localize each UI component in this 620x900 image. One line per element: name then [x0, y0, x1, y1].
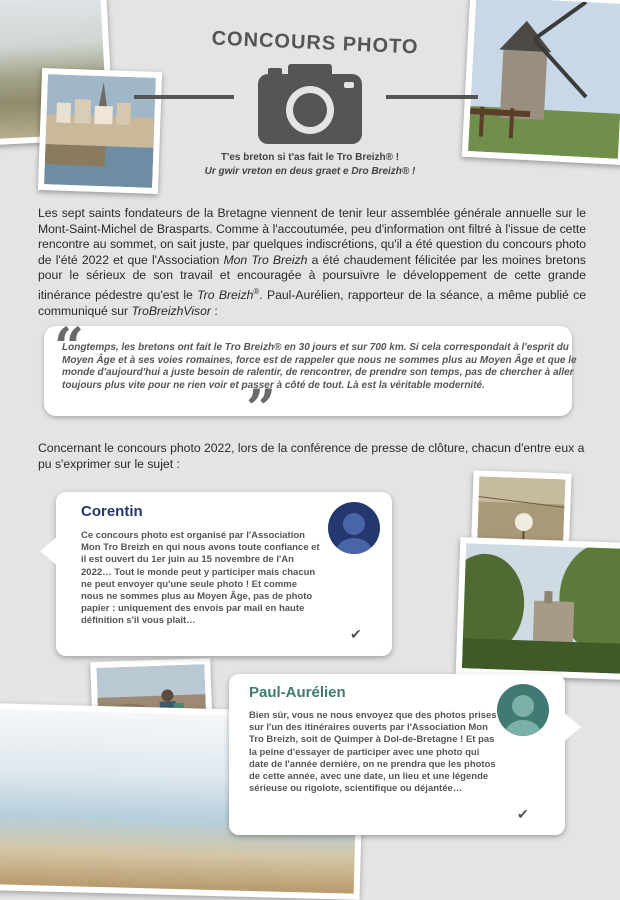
- card-name-paul-aurelien: Paul-Aurélien: [249, 684, 346, 701]
- intro-text-4: :: [210, 303, 218, 318]
- windmill-image: [468, 0, 620, 159]
- card-pointer-right: [563, 712, 581, 742]
- testimonial-card-corentin: [56, 492, 392, 656]
- page-title: CONCOURS PHOTO: [211, 27, 419, 59]
- castle-trees-image: [462, 543, 620, 674]
- intro-paragraph: [38, 206, 586, 319]
- quote-text: Longtemps, les bretons ont fait le Tro Breizh® en 30 jours et sur 700 km. Si cela correspondait à l'esprit du Moyen Âge et à ses voies romaines, force est de rappeler que nous ne sommes plus au Moyen Âge et que le monde d'aujourd'hui a juste besoin de ralentir, de rencontrer, de prendre son temps, pas de chercher à aller toujours plus vite pour ne rien voir et passer à côté de tout. Là est la véritable modernité.: [62, 342, 577, 391]
- intro-trobreizhvisor: TroBreizhVisor: [131, 303, 211, 318]
- intro-association-name: Mon Tro Breizh: [223, 252, 308, 267]
- photo-castle-trees: [456, 537, 620, 680]
- user-avatar-icon: [497, 684, 549, 736]
- checkmark-icon: ✔: [350, 626, 362, 642]
- tagline-french: T'es breton si t'as fait le Tro Breizh® !: [220, 152, 400, 163]
- intro-text-2: a été chaudement félicitée par les moines bretons pour le sérieux de son travail et encouragée à poursuivre le développement de cette grande itinérance pédestre qu'est le: [38, 252, 586, 303]
- quote-close-icon: ”: [246, 379, 276, 440]
- tagline-breton: Ur gwir vreton en deus graet e Dro Breizh® !: [204, 166, 416, 177]
- quote-open-icon: “: [54, 317, 84, 378]
- card-pointer-left: [40, 536, 58, 566]
- header-divider-left: [134, 95, 234, 99]
- camera-icon: [258, 62, 362, 144]
- photo-harbour-town: [38, 68, 162, 194]
- intro-tro-breizh: Tro Breizh: [197, 288, 254, 303]
- intro-text-3: . Paul-Aurélien, rapporteur de la séance, a même publié ce communiqué sur: [38, 288, 586, 318]
- intro-registered-mark: ®: [253, 286, 260, 296]
- header-divider-right: [386, 95, 478, 99]
- testimonial-card-paul-aurelien: [229, 674, 565, 835]
- concernant-paragraph: Concernant le concours photo 2022, lors de la conférence de presse de clôture, chacun d'entre eux a pu s'exprimer sur le sujet :: [38, 441, 585, 471]
- photo-windmill: [462, 0, 620, 165]
- harbour-town-image: [44, 74, 156, 188]
- intro-text-1: Les sept saints fondateurs de la Bretagne viennent de tenir leur assemblée générale annuelle sur le Mont-Saint-Michel de Brasparts. Comme à l'accoutumée, peu d'information ont filtré à l'issue de cette rencontre au sommet, on sait juste, par quelques indiscrétions, qu'il a été question du concours photo de l'été 2022 et que l'Association: [38, 206, 586, 267]
- checkmark-icon: ✔: [517, 806, 529, 822]
- card-name-corentin: Corentin: [81, 503, 143, 520]
- card-text-paul-aurelien: Bien sûr, vous ne nous envoyez que des photos prises sur l'un des itinéraires ouverts par l'Association Mon Tro Breizh, soit de Quimper à Dol-de-Bretagne ! Et pas la peine d'essayer de participer avec une photo qui date de l'année dernière, on ne prendra que les photos de cette année, avec une date, un lieu et une légende sérieuse ou rigolote, scientifique ou déjantée…: [249, 710, 497, 795]
- user-avatar-icon: [328, 502, 380, 554]
- card-text-corentin: Ce concours photo est organisé par l'Association Mon Tro Breizh en qui nous avons toute confiance et il est ouvert du 1er juin au 15 novembre de l'An 2022… Tout le monde peut y participer mais chacun ne peut envoyer qu'une seule photo ! Et comme nous ne sommes plus au Moyen Âge, pas de photo papier : uniquement des envois par mail en haute définition s'il vous plaît…: [81, 530, 320, 627]
